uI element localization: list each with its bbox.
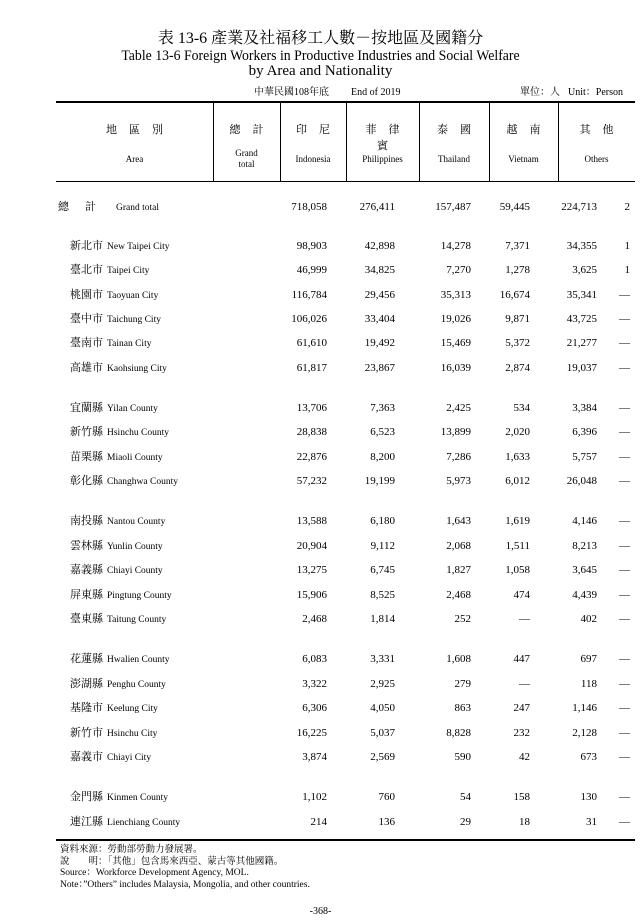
cell-thailand: 5,372 <box>505 337 530 349</box>
cell-indonesia: 1,814 <box>370 613 395 625</box>
cell-indonesia: 6,523 <box>370 426 395 438</box>
cell-vietnam: 1,146 <box>572 702 597 714</box>
column-header-grand-total-en2: total <box>238 159 255 169</box>
cell-indonesia: 2,925 <box>370 678 395 690</box>
area-label <box>70 424 169 441</box>
cell-others: — <box>619 653 630 665</box>
cell-philippines: 2,068 <box>446 540 471 552</box>
column-header-grand-total <box>213 103 280 181</box>
table-header <box>56 103 635 181</box>
area-label <box>70 513 165 530</box>
cell-others: — <box>619 791 630 803</box>
cell-vietnam: 224,713 <box>561 201 597 213</box>
cell-thailand: 247 <box>513 702 530 714</box>
table-row <box>56 611 635 627</box>
cell-indonesia: 8,525 <box>370 589 395 601</box>
cell-indonesia: 19,199 <box>364 475 395 487</box>
table-title-en-line1: Table 13-6 Foreign Workers in Productive Industries and Social Welfare <box>121 48 520 64</box>
cell-indonesia: 23,867 <box>364 362 395 374</box>
area-name-en: Taitung County <box>107 615 167 625</box>
cell-philippines: 5,973 <box>446 475 471 487</box>
cell-indonesia: 6,745 <box>370 564 395 576</box>
cell-vietnam: 2,128 <box>572 727 597 739</box>
cell-philippines: 29 <box>460 816 471 828</box>
table-row <box>56 725 635 741</box>
area-name-zh: 基隆市 <box>70 702 103 714</box>
area-name-zh: 臺南市 <box>70 337 103 349</box>
cell-grand-total: 15,906 <box>296 589 327 601</box>
note-source-en: Source：Workforce Development Agency, MOL. <box>60 868 249 878</box>
area-name-en: Keelung City <box>107 704 158 714</box>
cell-philippines: 8,828 <box>446 727 471 739</box>
cell-philippines: 2,425 <box>446 402 471 414</box>
area-name-en: Pingtung County <box>107 591 172 601</box>
column-header-vietnam-zh: 越南 <box>506 124 553 136</box>
column-header-thailand-zh: 泰國 <box>437 124 483 136</box>
cell-thailand: — <box>519 613 530 625</box>
area-name-zh: 總計 <box>58 201 112 213</box>
cell-others: — <box>619 313 630 325</box>
area-label <box>70 587 172 604</box>
cell-vietnam: 402 <box>580 613 597 625</box>
area-label <box>70 311 161 328</box>
table-row <box>56 287 635 303</box>
column-header-philippines-zh: 菲律賓 <box>365 124 412 152</box>
cell-grand-total: 6,306 <box>302 702 327 714</box>
table-row <box>56 311 635 327</box>
cell-thailand: 59,445 <box>499 201 530 213</box>
cell-philippines: 1,608 <box>446 653 471 665</box>
cell-grand-total: 61,817 <box>296 362 327 374</box>
cell-others: — <box>619 426 630 438</box>
column-header-thailand <box>419 103 489 181</box>
area-name-zh: 高雄市 <box>70 362 103 374</box>
table-row <box>56 262 635 278</box>
cell-philippines: 15,469 <box>440 337 471 349</box>
area-name-zh: 宜蘭縣 <box>70 402 103 414</box>
table-row <box>56 700 635 716</box>
cell-others: — <box>619 515 630 527</box>
cell-others: — <box>619 402 630 414</box>
cell-philippines: 54 <box>460 791 471 803</box>
cell-thailand: 232 <box>513 727 530 739</box>
column-header-area-zh: 地區別 <box>106 124 175 136</box>
area-name-en: Kaohsiung City <box>107 364 167 374</box>
cell-thailand: 1,633 <box>505 451 530 463</box>
cell-thailand: 1,278 <box>505 264 530 276</box>
cell-others: — <box>619 564 630 576</box>
cell-grand-total: 6,083 <box>302 653 327 665</box>
cell-grand-total: 22,876 <box>296 451 327 463</box>
table-row <box>56 449 635 465</box>
table-row <box>56 749 635 765</box>
cell-grand-total: 106,026 <box>291 313 327 325</box>
cell-indonesia: 276,411 <box>359 201 395 213</box>
cell-vietnam: 21,277 <box>566 337 597 349</box>
unit-label-en: Unit：Person <box>568 87 623 98</box>
cell-vietnam: 8,213 <box>572 540 597 552</box>
cell-grand-total: 116,784 <box>291 289 327 301</box>
area-name-zh: 苗栗縣 <box>70 451 103 463</box>
area-label <box>70 651 170 668</box>
cell-grand-total: 57,232 <box>296 475 327 487</box>
cell-vietnam: 3,625 <box>572 264 597 276</box>
table-row <box>56 538 635 554</box>
column-header-grand-total-en1: Grand <box>235 148 258 158</box>
table-row <box>56 473 635 489</box>
cell-indonesia: 9,112 <box>370 540 395 552</box>
area-name-zh: 新北市 <box>70 240 103 252</box>
cell-others: — <box>619 751 630 763</box>
cell-thailand: 2,874 <box>505 362 530 374</box>
cell-vietnam: 5,757 <box>572 451 597 463</box>
area-name-zh: 花蓮縣 <box>70 653 103 665</box>
area-label <box>70 611 166 628</box>
cell-indonesia: 5,037 <box>370 727 395 739</box>
table-title-en-line2: by Area and Nationality <box>248 63 393 79</box>
cell-others: — <box>619 678 630 690</box>
area-name-zh: 臺中市 <box>70 313 103 325</box>
cell-vietnam: 19,037 <box>566 362 597 374</box>
cell-philippines: 16,039 <box>440 362 471 374</box>
cell-grand-total: 1,102 <box>302 791 327 803</box>
area-name-zh: 金門縣 <box>70 791 103 803</box>
table-row <box>56 424 635 440</box>
cell-indonesia: 2,569 <box>370 751 395 763</box>
cell-philippines: 2,468 <box>446 589 471 601</box>
cell-philippines: 252 <box>454 613 471 625</box>
column-header-area <box>56 103 213 181</box>
cell-philippines: 35,313 <box>440 289 471 301</box>
area-name-zh: 臺北市 <box>70 264 103 276</box>
note-source-zh: 資料來源：勞動部勞動力發展署。 <box>60 845 203 855</box>
cell-thailand: 1,058 <box>505 564 530 576</box>
area-name-en: Hsinchu County <box>107 428 170 438</box>
area-name-zh: 新竹市 <box>70 727 103 739</box>
cell-grand-total: 20,904 <box>296 540 327 552</box>
table-row <box>56 360 635 376</box>
cell-vietnam: 34,355 <box>566 240 597 252</box>
cell-philippines: 19,026 <box>440 313 471 325</box>
cell-grand-total: 13,706 <box>296 402 327 414</box>
cell-others: 2 <box>624 201 630 213</box>
table-row <box>56 651 635 667</box>
column-header-others-zh: 其他 <box>579 124 626 136</box>
column-header-vietnam-en: Vietnam <box>508 154 539 164</box>
area-label <box>70 473 178 490</box>
area-name-en: Chiayi County <box>107 566 163 576</box>
cell-vietnam: 6,396 <box>572 426 597 438</box>
cell-vietnam: 3,384 <box>572 402 597 414</box>
area-label <box>70 562 163 579</box>
cell-thailand: 9,871 <box>505 313 530 325</box>
cell-philippines: 157,487 <box>435 201 471 213</box>
column-header-indonesia-zh: 印尼 <box>296 124 342 136</box>
area-label <box>70 360 167 377</box>
area-name-zh: 嘉義縣 <box>70 564 103 576</box>
area-name-en: Taichung City <box>107 315 161 325</box>
cell-philippines: 863 <box>454 702 471 714</box>
cell-grand-total: 16,225 <box>296 727 327 739</box>
cell-vietnam: 4,146 <box>572 515 597 527</box>
cell-grand-total: 3,874 <box>302 751 327 763</box>
cell-grand-total: 13,588 <box>296 515 327 527</box>
area-label <box>70 449 163 466</box>
cell-thailand: — <box>519 678 530 690</box>
cell-others: — <box>619 702 630 714</box>
cell-indonesia: 42,898 <box>364 240 395 252</box>
cell-indonesia: 29,456 <box>364 289 395 301</box>
area-name-zh: 連江縣 <box>70 816 103 828</box>
unit-label-zh: 單位：人 <box>520 87 560 98</box>
cell-philippines: 14,278 <box>440 240 471 252</box>
column-header-philippines <box>346 103 419 181</box>
column-header-philippines-en: Philippines <box>362 154 403 164</box>
cell-grand-total: 718,058 <box>291 201 327 213</box>
cell-indonesia: 760 <box>378 791 395 803</box>
area-name-en: Miaoli County <box>107 453 163 463</box>
area-name-en: Changhwa County <box>107 477 178 487</box>
table-row <box>56 814 635 830</box>
table-bottom-rule <box>56 839 635 841</box>
cell-thailand: 1,619 <box>505 515 530 527</box>
area-name-zh: 嘉義市 <box>70 751 103 763</box>
cell-philippines: 279 <box>454 678 471 690</box>
area-label <box>70 725 157 742</box>
table-row <box>56 335 635 351</box>
cell-indonesia: 6,180 <box>370 515 395 527</box>
area-name-en: Penghu County <box>107 680 166 690</box>
cell-grand-total: 61,610 <box>296 337 327 349</box>
area-label <box>70 700 158 717</box>
cell-indonesia: 33,404 <box>364 313 395 325</box>
cell-vietnam: 35,341 <box>566 289 597 301</box>
area-label <box>58 199 159 216</box>
cell-others: — <box>619 613 630 625</box>
area-name-en: Lienchiang County <box>107 818 181 828</box>
cell-philippines: 7,286 <box>446 451 471 463</box>
area-name-en: Nantou County <box>107 517 166 527</box>
cell-vietnam: 673 <box>580 751 597 763</box>
cell-others: 1 <box>624 240 630 252</box>
column-header-indonesia-en: Indonesia <box>295 154 331 164</box>
column-header-thailand-en: Thailand <box>438 154 470 164</box>
area-name-zh: 彰化縣 <box>70 475 103 487</box>
column-header-area-en: Area <box>125 154 144 164</box>
cell-indonesia: 34,825 <box>364 264 395 276</box>
table-row <box>56 676 635 692</box>
table-row-grand-total <box>56 199 635 215</box>
area-label <box>70 749 151 766</box>
page-number: -368- <box>309 906 332 917</box>
area-name-en: Chiayi City <box>107 753 152 763</box>
area-name-en: Yunlin County <box>107 542 163 552</box>
area-label <box>70 789 168 806</box>
cell-others: — <box>619 589 630 601</box>
cell-grand-total: 13,275 <box>296 564 327 576</box>
area-name-en: Kinmen County <box>107 793 168 803</box>
area-label <box>70 538 163 555</box>
cell-vietnam: 31 <box>586 816 597 828</box>
cell-grand-total: 3,322 <box>302 678 327 690</box>
cell-thailand: 1,511 <box>505 540 530 552</box>
cell-others: — <box>619 337 630 349</box>
cell-others: — <box>619 727 630 739</box>
area-name-en: New Taipei City <box>107 242 170 252</box>
column-header-others-en: Others <box>584 154 609 164</box>
cell-indonesia: 8,200 <box>370 451 395 463</box>
area-name-en: Yilan County <box>107 404 158 414</box>
cell-philippines: 1,643 <box>446 515 471 527</box>
cell-indonesia: 7,363 <box>370 402 395 414</box>
cell-others: — <box>619 475 630 487</box>
cell-vietnam: 3,645 <box>572 564 597 576</box>
table-row <box>56 238 635 254</box>
table-row <box>56 562 635 578</box>
table-notes <box>60 845 310 891</box>
note-explanation-zh: 說 明：「其他」包含馬來西亞、蒙古等其他國籍。 <box>60 856 284 867</box>
cell-thailand: 474 <box>513 589 530 601</box>
area-name-zh: 屏東縣 <box>70 589 103 601</box>
cell-indonesia: 3,331 <box>370 653 395 665</box>
note-explanation-en: Note：”Others” includes Malaysia, Mongolia, and other countries. <box>60 879 310 890</box>
cell-grand-total: 46,999 <box>296 264 327 276</box>
cell-grand-total: 214 <box>310 816 327 828</box>
cell-vietnam: 697 <box>580 653 597 665</box>
cell-others: — <box>619 816 630 828</box>
cell-thailand: 158 <box>513 791 530 803</box>
area-name-en: Hsinchu City <box>107 729 158 739</box>
area-name-en: Taoyuan City <box>107 291 159 301</box>
cell-thailand: 16,674 <box>499 289 530 301</box>
reference-date <box>254 87 422 99</box>
table-row <box>56 587 635 603</box>
cell-thailand: 447 <box>513 653 530 665</box>
table-row <box>56 789 635 805</box>
table-header-rule <box>56 181 635 182</box>
column-header-vietnam <box>489 103 558 181</box>
cell-thailand: 7,371 <box>505 240 530 252</box>
area-label <box>70 814 180 831</box>
area-label <box>70 238 169 255</box>
cell-others: — <box>619 540 630 552</box>
column-header-grand-total-zh: 總計 <box>229 124 276 136</box>
cell-vietnam: 130 <box>580 791 597 803</box>
cell-vietnam: 43,725 <box>566 313 597 325</box>
cell-vietnam: 118 <box>580 678 597 690</box>
cell-indonesia: 19,492 <box>364 337 395 349</box>
area-name-zh: 新竹縣 <box>70 426 103 438</box>
area-name-en: Taipei City <box>107 266 150 276</box>
cell-others: — <box>619 289 630 301</box>
area-label <box>70 262 149 279</box>
cell-grand-total: 2,468 <box>302 613 327 625</box>
reference-date-en: End of 2019 <box>351 87 401 98</box>
cell-indonesia: 136 <box>378 816 395 828</box>
cell-grand-total: 28,838 <box>296 426 327 438</box>
cell-vietnam: 26,048 <box>566 475 597 487</box>
cell-philippines: 590 <box>454 751 471 763</box>
area-name-zh: 桃園市 <box>70 289 103 301</box>
area-label <box>70 676 166 693</box>
cell-philippines: 13,899 <box>440 426 471 438</box>
reference-date-zh: 中華民國108年底 <box>254 87 329 98</box>
table-row <box>56 400 635 416</box>
cell-thailand: 2,020 <box>505 426 530 438</box>
area-name-en: Grand total <box>116 203 160 213</box>
column-header-indonesia <box>280 103 346 181</box>
cell-others: — <box>619 362 630 374</box>
cell-philippines: 7,270 <box>446 264 471 276</box>
area-name-zh: 雲林縣 <box>70 540 103 552</box>
cell-indonesia: 4,050 <box>370 702 395 714</box>
cell-vietnam: 4,439 <box>572 589 597 601</box>
area-label <box>70 287 158 304</box>
cell-others: 1 <box>624 264 630 276</box>
area-label <box>70 400 158 417</box>
area-name-zh: 南投縣 <box>70 515 103 527</box>
column-header-others <box>558 103 635 181</box>
cell-grand-total: 98,903 <box>296 240 327 252</box>
unit-label <box>520 87 631 99</box>
area-name-en: Hwalien County <box>107 655 170 665</box>
table-row <box>56 513 635 529</box>
table-title-zh: 表 13-6 產業及社福移工人數－按地區及國籍分 <box>157 30 484 47</box>
cell-thailand: 534 <box>513 402 530 414</box>
cell-philippines: 1,827 <box>446 564 471 576</box>
area-name-zh: 澎湖縣 <box>70 678 103 690</box>
area-label <box>70 335 151 352</box>
cell-others: — <box>619 451 630 463</box>
area-name-en: Tainan City <box>107 339 152 349</box>
cell-thailand: 6,012 <box>505 475 530 487</box>
cell-thailand: 42 <box>519 751 530 763</box>
area-name-zh: 臺東縣 <box>70 613 103 625</box>
cell-thailand: 18 <box>519 816 530 828</box>
